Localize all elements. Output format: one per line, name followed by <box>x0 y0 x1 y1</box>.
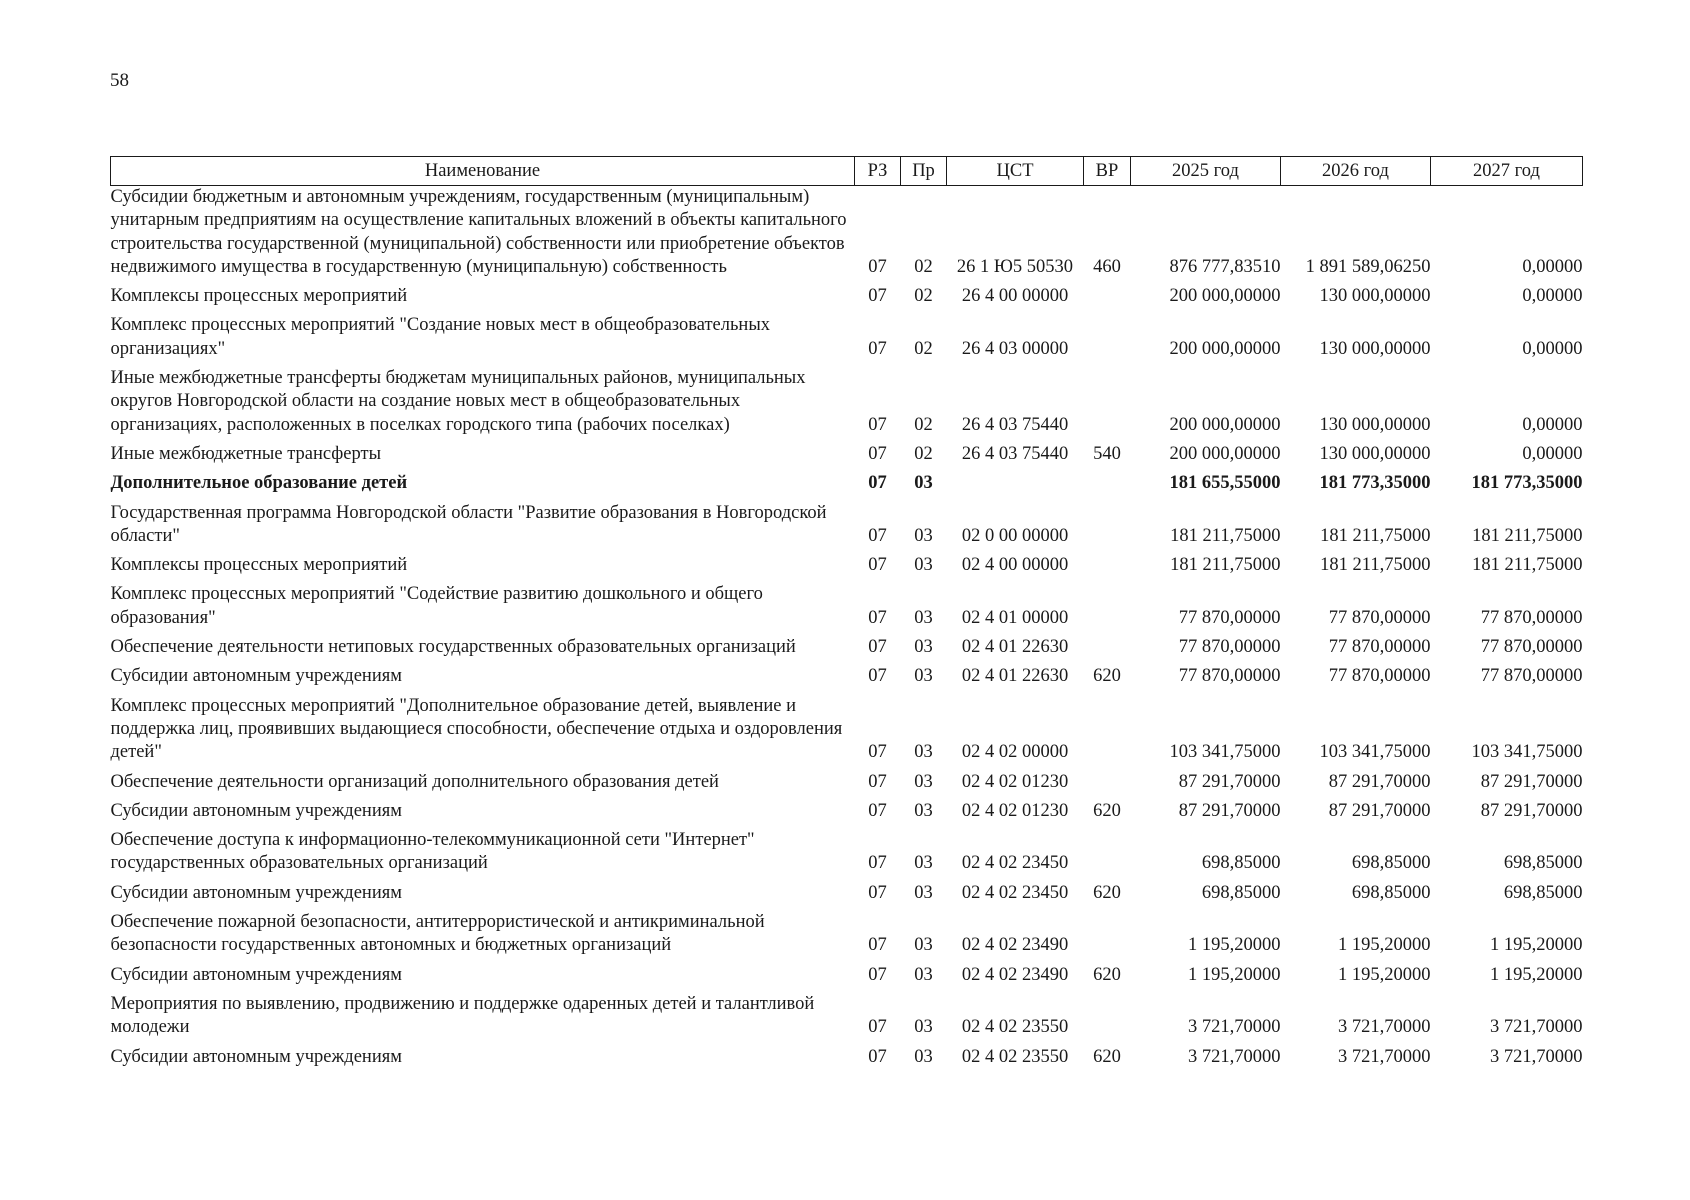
row-2025: 698,85000 <box>1201 853 1281 874</box>
row-2026: 181 773,35000 <box>1319 473 1431 494</box>
row-vr: 540 <box>1093 443 1121 464</box>
row-cst: 02 4 02 23450 <box>961 853 1069 874</box>
row-vr <box>1084 367 1131 443</box>
row-rz: 07 <box>868 525 887 546</box>
row-vr: 620 <box>1093 882 1121 903</box>
row-rz: 07 <box>868 555 887 576</box>
row-vr <box>1084 993 1131 1046</box>
row-name: Комплекс процессных мероприятий "Создание новых мест в общеобразовательных организациях" <box>110 315 771 359</box>
row-rz: 07 <box>868 286 887 307</box>
row-name: Субсидии автономным учреждениям <box>110 1046 402 1067</box>
row-vr: 460 <box>1093 256 1121 277</box>
row-cst: 02 4 02 23490 <box>961 935 1069 956</box>
header-pr: Пр <box>901 157 947 186</box>
table-row <box>111 771 1583 800</box>
row-rz: 07 <box>868 607 887 628</box>
row-name: Субсидии автономным учреждениям <box>110 964 402 985</box>
row-cst: 02 4 02 23550 <box>961 1046 1069 1067</box>
row-rz: 07 <box>868 1046 887 1067</box>
table-row <box>111 1046 1583 1075</box>
row-2027: 87 291,70000 <box>1480 800 1583 821</box>
row-pr: 03 <box>914 742 933 763</box>
budget-table-container <box>110 156 1582 1075</box>
row-2025: 3 721,70000 <box>1188 1017 1281 1038</box>
table-row <box>111 186 1583 286</box>
row-2025: 876 777,83510 <box>1169 256 1281 277</box>
table-row <box>111 665 1583 694</box>
row-2027: 77 870,00000 <box>1480 607 1583 628</box>
budget-table <box>110 156 1583 1075</box>
row-rz: 07 <box>868 742 887 763</box>
table-header <box>111 157 1583 186</box>
row-cst: 26 4 00 00000 <box>961 286 1069 307</box>
row-cst: 02 4 02 00000 <box>961 742 1069 763</box>
row-name: Комплексы процессных мероприятий <box>110 555 408 576</box>
row-pr: 03 <box>914 525 933 546</box>
row-name: Государственная программа Новгородской области "Развитие образования в Новгородской области" <box>110 502 827 546</box>
row-pr: 02 <box>914 286 933 307</box>
row-2026: 130 000,00000 <box>1319 443 1431 464</box>
row-cst <box>947 472 1084 501</box>
table-row <box>111 472 1583 501</box>
row-name: Обеспечение деятельности организаций дополнительного образования детей <box>110 771 719 792</box>
row-2027: 3 721,70000 <box>1490 1046 1583 1067</box>
row-2027: 1 195,20000 <box>1490 964 1583 985</box>
row-pr: 03 <box>914 1046 933 1067</box>
row-rz: 07 <box>868 473 887 494</box>
row-vr <box>1084 502 1131 555</box>
row-2026: 77 870,00000 <box>1328 666 1431 687</box>
row-name: Иные межбюджетные трансферты бюджетам муниципальных районов, муниципальных округов Новгородской области на создание новых мест в общеобразовательных организациях, расположенных в поселках городского типа (рабочих поселках) <box>110 368 806 435</box>
row-cst: 26 4 03 75440 <box>961 443 1069 464</box>
row-name: Мероприятия по выявлению, продвижению и поддержке одаренных детей и талантливой молодежи <box>110 993 815 1038</box>
row-pr: 03 <box>914 935 933 956</box>
header-name: Наименование <box>111 157 855 186</box>
row-pr: 03 <box>914 637 933 658</box>
row-2025: 181 211,75000 <box>1170 525 1281 546</box>
row-2025: 1 195,20000 <box>1188 935 1281 956</box>
row-2027: 698,85000 <box>1503 853 1583 874</box>
row-2026: 130 000,00000 <box>1319 286 1431 307</box>
row-2027: 3 721,70000 <box>1490 1017 1583 1038</box>
row-rz: 07 <box>868 882 887 903</box>
table-row <box>111 829 1583 882</box>
row-vr: 620 <box>1093 666 1121 687</box>
row-2025: 200 000,00000 <box>1169 338 1281 359</box>
table-row <box>111 367 1583 443</box>
row-2026: 181 211,75000 <box>1320 525 1431 546</box>
row-2027: 181 211,75000 <box>1472 555 1583 576</box>
row-2027: 698,85000 <box>1503 882 1583 903</box>
table-row <box>111 800 1583 829</box>
row-2025: 1 195,20000 <box>1188 964 1281 985</box>
row-vr <box>1084 829 1131 882</box>
row-pr: 03 <box>914 555 933 576</box>
table-body <box>111 186 1583 1075</box>
table-row <box>111 314 1583 367</box>
row-cst: 02 0 00 00000 <box>961 525 1069 546</box>
row-2026: 698,85000 <box>1351 853 1431 874</box>
row-pr: 03 <box>914 666 933 687</box>
row-name: Субсидии автономным учреждениям <box>110 882 402 903</box>
row-2025: 200 000,00000 <box>1169 443 1281 464</box>
row-2025: 200 000,00000 <box>1169 414 1281 435</box>
row-2027: 77 870,00000 <box>1480 637 1583 658</box>
row-pr: 02 <box>914 256 933 277</box>
row-cst: 02 4 01 22630 <box>961 637 1069 658</box>
row-rz: 07 <box>868 853 887 874</box>
row-cst: 02 4 02 01230 <box>961 771 1069 792</box>
table-row <box>111 993 1583 1046</box>
header-2025: 2025 год <box>1131 157 1281 186</box>
row-pr: 02 <box>914 443 933 464</box>
table-row <box>111 285 1583 314</box>
row-2026: 87 291,70000 <box>1328 771 1431 792</box>
row-name: Субсидии бюджетным и автономным учреждениям, государственным (муниципальным) унитарным предприятиям на осуществление капитальных вложений в объекты капитального строительства государственной (муниципальной) собственности или приобретение объектов недвижимого имущества в государственную (муниципальную) собственность <box>110 187 847 277</box>
row-2027: 0,00000 <box>1522 414 1583 435</box>
row-2025: 77 870,00000 <box>1178 607 1281 628</box>
row-2025: 698,85000 <box>1201 882 1281 903</box>
row-2025: 103 341,75000 <box>1169 742 1281 763</box>
row-2027: 103 341,75000 <box>1471 742 1583 763</box>
row-pr: 03 <box>914 853 933 874</box>
row-vr <box>1084 583 1131 636</box>
table-row <box>111 583 1583 636</box>
header-row <box>111 157 1583 186</box>
header-2026: 2026 год <box>1281 157 1431 186</box>
row-cst: 02 4 01 00000 <box>961 607 1069 628</box>
row-2027: 0,00000 <box>1522 443 1583 464</box>
row-2026: 77 870,00000 <box>1328 637 1431 658</box>
row-name: Субсидии автономным учреждениям <box>110 800 402 821</box>
row-rz: 07 <box>868 414 887 435</box>
row-2025: 77 870,00000 <box>1178 666 1281 687</box>
row-2025: 181 211,75000 <box>1170 555 1281 576</box>
table-row <box>111 502 1583 555</box>
row-2027: 77 870,00000 <box>1480 666 1583 687</box>
row-rz: 07 <box>868 443 887 464</box>
row-2026: 1 195,20000 <box>1338 964 1431 985</box>
row-2025: 200 000,00000 <box>1169 286 1281 307</box>
row-vr <box>1084 285 1131 314</box>
row-cst: 26 1 Ю5 50530 <box>956 256 1074 277</box>
row-2025: 87 291,70000 <box>1178 771 1281 792</box>
row-2027: 181 773,35000 <box>1471 473 1583 494</box>
row-name: Комплексы процессных мероприятий <box>110 286 408 307</box>
row-pr: 03 <box>914 1017 933 1038</box>
header-2027: 2027 год <box>1431 157 1583 186</box>
row-2027: 87 291,70000 <box>1480 771 1583 792</box>
row-2027: 0,00000 <box>1522 286 1583 307</box>
row-2026: 130 000,00000 <box>1319 338 1431 359</box>
row-cst: 02 4 02 01230 <box>961 800 1069 821</box>
row-2026: 1 195,20000 <box>1338 935 1431 956</box>
row-2025: 87 291,70000 <box>1178 800 1281 821</box>
row-vr <box>1084 911 1131 964</box>
page-number: 58 <box>110 70 129 91</box>
row-2027: 181 211,75000 <box>1472 525 1583 546</box>
row-2026: 698,85000 <box>1351 882 1431 903</box>
row-cst: 02 4 02 23550 <box>961 1017 1069 1038</box>
row-pr: 03 <box>914 473 933 494</box>
row-2025: 77 870,00000 <box>1178 637 1281 658</box>
row-cst: 26 4 03 75440 <box>961 414 1069 435</box>
row-vr <box>1084 554 1131 583</box>
row-pr: 03 <box>914 964 933 985</box>
row-2025: 3 721,70000 <box>1188 1046 1281 1067</box>
table-row <box>111 882 1583 911</box>
row-2026: 181 211,75000 <box>1320 555 1431 576</box>
row-cst: 26 4 03 00000 <box>961 338 1069 359</box>
row-2026: 103 341,75000 <box>1319 742 1431 763</box>
row-cst: 02 4 02 23490 <box>961 964 1069 985</box>
row-pr: 02 <box>914 338 933 359</box>
row-rz: 07 <box>868 800 887 821</box>
row-cst: 02 4 02 23450 <box>961 882 1069 903</box>
row-pr: 03 <box>914 882 933 903</box>
row-rz: 07 <box>868 256 887 277</box>
row-pr: 03 <box>914 800 933 821</box>
header-cst: ЦСТ <box>947 157 1084 186</box>
table-row <box>111 554 1583 583</box>
row-pr: 03 <box>914 607 933 628</box>
row-vr <box>1084 472 1131 501</box>
row-cst: 02 4 00 00000 <box>961 555 1069 576</box>
row-name: Обеспечение пожарной безопасности, антитеррористической и антикриминальной безопасности государственных автономных и бюджетных организаций <box>110 912 765 956</box>
row-2026: 3 721,70000 <box>1338 1046 1431 1067</box>
row-name: Комплекс процессных мероприятий "Дополнительное образование детей, выявление и поддержка лиц, проявивших выдающиеся способности, обеспечение отдыха и оздоровления детей" <box>110 695 843 763</box>
row-vr <box>1084 771 1131 800</box>
row-name: Обеспечение доступа к информационно-телекоммуникационной сети "Интернет" государственных образовательных организаций <box>110 830 755 874</box>
row-name: Комплекс процессных мероприятий "Содействие развитию дошкольного и общего образования" <box>110 584 763 628</box>
row-vr: 620 <box>1093 964 1121 985</box>
row-name: Дополнительное образование детей <box>110 473 408 494</box>
row-rz: 07 <box>868 771 887 792</box>
row-2026: 130 000,00000 <box>1319 414 1431 435</box>
row-rz: 07 <box>868 964 887 985</box>
header-vr: ВР <box>1084 157 1131 186</box>
row-pr: 03 <box>914 771 933 792</box>
row-2027: 0,00000 <box>1522 338 1583 359</box>
row-name: Обеспечение деятельности нетиповых государственных образовательных организаций <box>110 637 796 658</box>
row-rz: 07 <box>868 637 887 658</box>
row-2027: 1 195,20000 <box>1490 935 1583 956</box>
row-rz: 07 <box>868 666 887 687</box>
table-row <box>111 695 1583 771</box>
row-2027: 0,00000 <box>1522 256 1583 277</box>
row-vr <box>1084 636 1131 665</box>
table-row <box>111 911 1583 964</box>
row-2025: 181 655,55000 <box>1169 473 1281 494</box>
table-row <box>111 964 1583 993</box>
row-rz: 07 <box>868 338 887 359</box>
row-2026: 3 721,70000 <box>1338 1017 1431 1038</box>
row-vr <box>1084 314 1131 367</box>
row-pr: 02 <box>914 414 933 435</box>
row-2026: 87 291,70000 <box>1328 800 1431 821</box>
row-name: Иные межбюджетные трансферты <box>110 443 382 464</box>
row-rz: 07 <box>868 1017 887 1038</box>
table-row <box>111 443 1583 472</box>
row-cst: 02 4 01 22630 <box>961 666 1069 687</box>
row-2026: 77 870,00000 <box>1328 607 1431 628</box>
header-rz: РЗ <box>855 157 901 186</box>
row-vr: 620 <box>1093 1046 1121 1067</box>
row-rz: 07 <box>868 935 887 956</box>
row-2026: 1 891 589,06250 <box>1305 256 1431 277</box>
table-row <box>111 636 1583 665</box>
row-vr: 620 <box>1093 800 1121 821</box>
row-name: Субсидии автономным учреждениям <box>110 666 402 687</box>
row-vr <box>1084 695 1131 771</box>
